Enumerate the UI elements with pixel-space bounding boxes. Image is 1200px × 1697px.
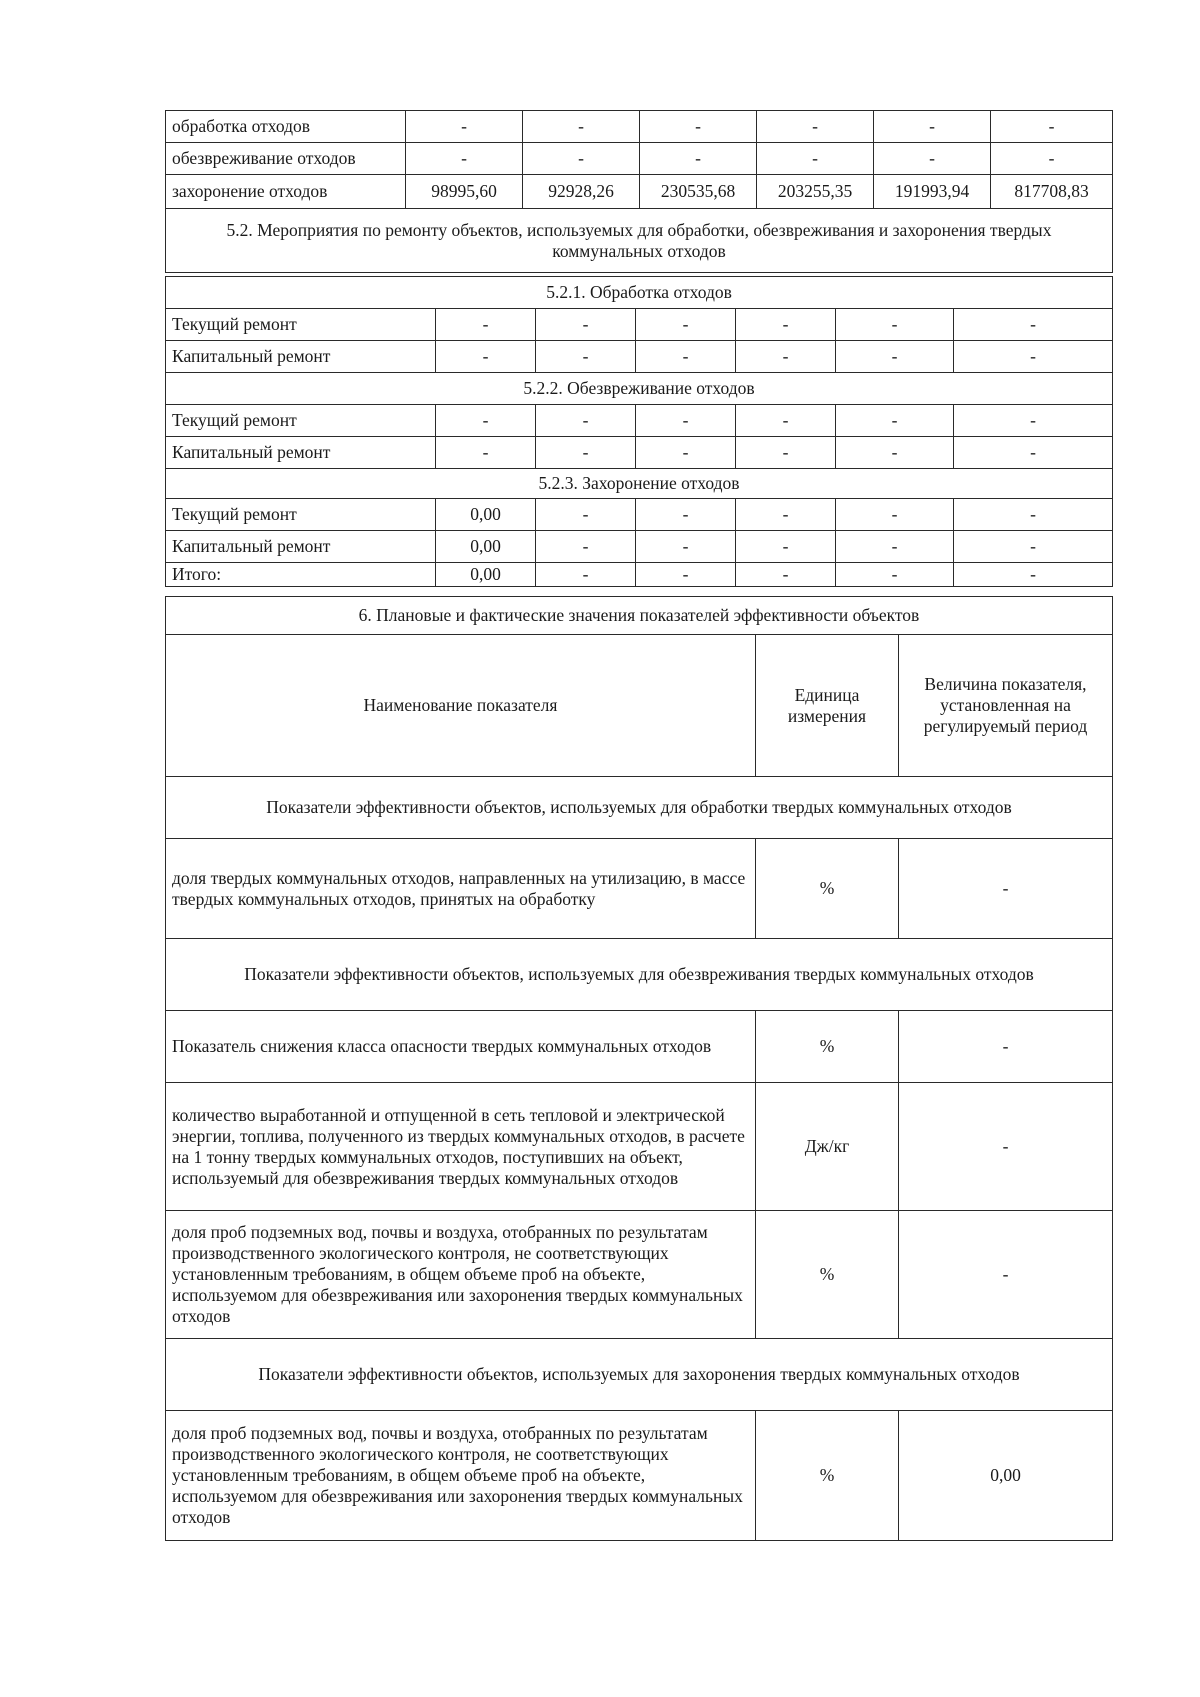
row-label: Капитальный ремонт [166,437,436,469]
cell: - [640,111,757,143]
cell: - [523,111,640,143]
row-label: Текущий ремонт [166,309,436,341]
table-row [166,1211,1113,1339]
cell: - [836,563,954,587]
cell: - [736,341,836,373]
cell: - [536,563,636,587]
row-label: захоронение отходов [166,175,406,209]
subsection-title: 5.2.2. Обезвреживание отходов [166,373,1113,405]
subsection-row [166,373,1113,405]
indicator-unit: Дж/кг [756,1083,899,1211]
row-label: Капитальный ремонт [166,341,436,373]
cell: 0,00 [436,499,536,531]
subsection-title: 5.2.1. Обработка отходов [166,277,1113,309]
table-row [166,175,1113,209]
cell: - [954,309,1113,341]
cell: - [954,563,1113,587]
cell: - [636,309,736,341]
column-header-name: Наименование показателя [166,635,756,777]
cell: - [954,405,1113,437]
cell: - [954,531,1113,563]
indicator-value: - [899,1011,1113,1083]
cell: 98995,60 [406,175,523,209]
table-row [166,499,1113,531]
cell: - [636,341,736,373]
cell: - [406,143,523,175]
group-title: Показатели эффективности объектов, используемых для обработки твердых коммунальных отходов [166,777,1113,839]
cell: - [536,531,636,563]
cell: - [836,437,954,469]
cell: - [636,531,736,563]
cell: - [406,111,523,143]
group-header-row [166,939,1113,1011]
cell: - [836,341,954,373]
cell: - [436,437,536,469]
repair-table [165,276,1113,587]
cell: - [991,143,1113,175]
table-row [166,143,1113,175]
section-header-row [166,209,1113,273]
table-row [166,839,1113,939]
cell: - [736,405,836,437]
cell: 230535,68 [640,175,757,209]
table-row [166,437,1113,469]
cell: 92928,26 [523,175,640,209]
table-row [166,405,1113,437]
cell: - [436,341,536,373]
indicator-name: доля твердых коммунальных отходов, направленных на утилизацию, в массе твердых коммунальных отходов, принятых на обработку [166,839,756,939]
group-title: Показатели эффективности объектов, используемых для обезвреживания твердых коммунальных отходов [166,939,1113,1011]
section-6-title: 6. Плановые и фактические значения показателей эффективности объектов [166,597,1113,635]
indicators-table [165,596,1113,1541]
indicator-unit: % [756,1011,899,1083]
cell: 817708,83 [991,175,1113,209]
table-row [166,111,1113,143]
cell: 203255,35 [757,175,874,209]
cell: - [436,405,536,437]
column-header-value: Величина показателя, установленная на регулируемый период [899,635,1113,777]
table-row [166,563,1113,587]
section-header-row [166,597,1113,635]
cell: - [536,405,636,437]
cell: - [874,143,991,175]
indicator-unit: % [756,1211,899,1339]
table-row [166,309,1113,341]
indicator-unit: % [756,1411,899,1541]
indicator-value: - [899,839,1113,939]
cell: - [736,563,836,587]
subsection-title: 5.2.3. Захоронение отходов [166,469,1113,499]
cell: - [836,499,954,531]
table-row [166,531,1113,563]
cell: - [874,111,991,143]
row-label: Капитальный ремонт [166,531,436,563]
indicator-name: доля проб подземных вод, почвы и воздуха, отобранных по результатам производственного экологического контроля, не соответствующих установленным требованиям, в общем объеме проб на объекте, используемом для обезвреживания или захоронения твердых коммунальных отходов [166,1411,756,1541]
row-label: Текущий ремонт [166,405,436,437]
indicator-name: доля проб подземных вод, почвы и воздуха, отобранных по результатам производственного экологического контроля, не соответствующих установленным требованиям, в общем объеме проб на объекте, используемом для обезвреживания или захоронения твердых коммунальных отходов [166,1211,756,1339]
cell: 191993,94 [874,175,991,209]
cell: 0,00 [436,531,536,563]
cell: - [636,437,736,469]
row-label: Итого: [166,563,436,587]
cell: - [536,499,636,531]
indicator-value: - [899,1083,1113,1211]
cell: - [954,437,1113,469]
cell: - [736,437,836,469]
row-label: обработка отходов [166,111,406,143]
table-row [166,1011,1113,1083]
row-label: Текущий ремонт [166,499,436,531]
cell: - [636,563,736,587]
cell: - [536,341,636,373]
waste-volumes-table [165,110,1113,273]
row-label: обезвреживание отходов [166,143,406,175]
column-header-unit: Единица измерения [756,635,899,777]
cell: - [757,143,874,175]
subsection-row [166,469,1113,499]
table-row [166,1083,1113,1211]
cell: 0,00 [436,563,536,587]
cell: - [736,531,836,563]
indicator-value: 0,00 [899,1411,1113,1541]
cell: - [836,309,954,341]
cell: - [836,531,954,563]
indicator-unit: % [756,839,899,939]
header-row [166,635,1113,777]
cell: - [436,309,536,341]
group-header-row [166,1339,1113,1411]
cell: - [636,405,736,437]
cell: - [636,499,736,531]
cell: - [736,309,836,341]
cell: - [523,143,640,175]
cell: - [736,499,836,531]
section-5-2-title: 5.2. Мероприятия по ремонту объектов, используемых для обработки, обезвреживания и захоронения твердых коммунальных отходов [166,209,1113,273]
cell: - [836,405,954,437]
cell: - [954,499,1113,531]
subsection-row [166,277,1113,309]
cell: - [991,111,1113,143]
indicator-value: - [899,1211,1113,1339]
group-title: Показатели эффективности объектов, используемых для захоронения твердых коммунальных отходов [166,1339,1113,1411]
cell: - [536,309,636,341]
indicator-name: Показатель снижения класса опасности твердых коммунальных отходов [166,1011,756,1083]
cell: - [954,341,1113,373]
indicator-name: количество выработанной и отпущенной в сеть тепловой и электрической энергии, топлива, полученного из твердых коммунальных отходов, в расчете на 1 тонну твердых коммунальных отходов, поступивших на объект, используемый для обезвреживания твердых коммунальных отходов [166,1083,756,1211]
table-row [166,341,1113,373]
cell: - [640,143,757,175]
cell: - [757,111,874,143]
table-row [166,1411,1113,1541]
cell: - [536,437,636,469]
group-header-row [166,777,1113,839]
